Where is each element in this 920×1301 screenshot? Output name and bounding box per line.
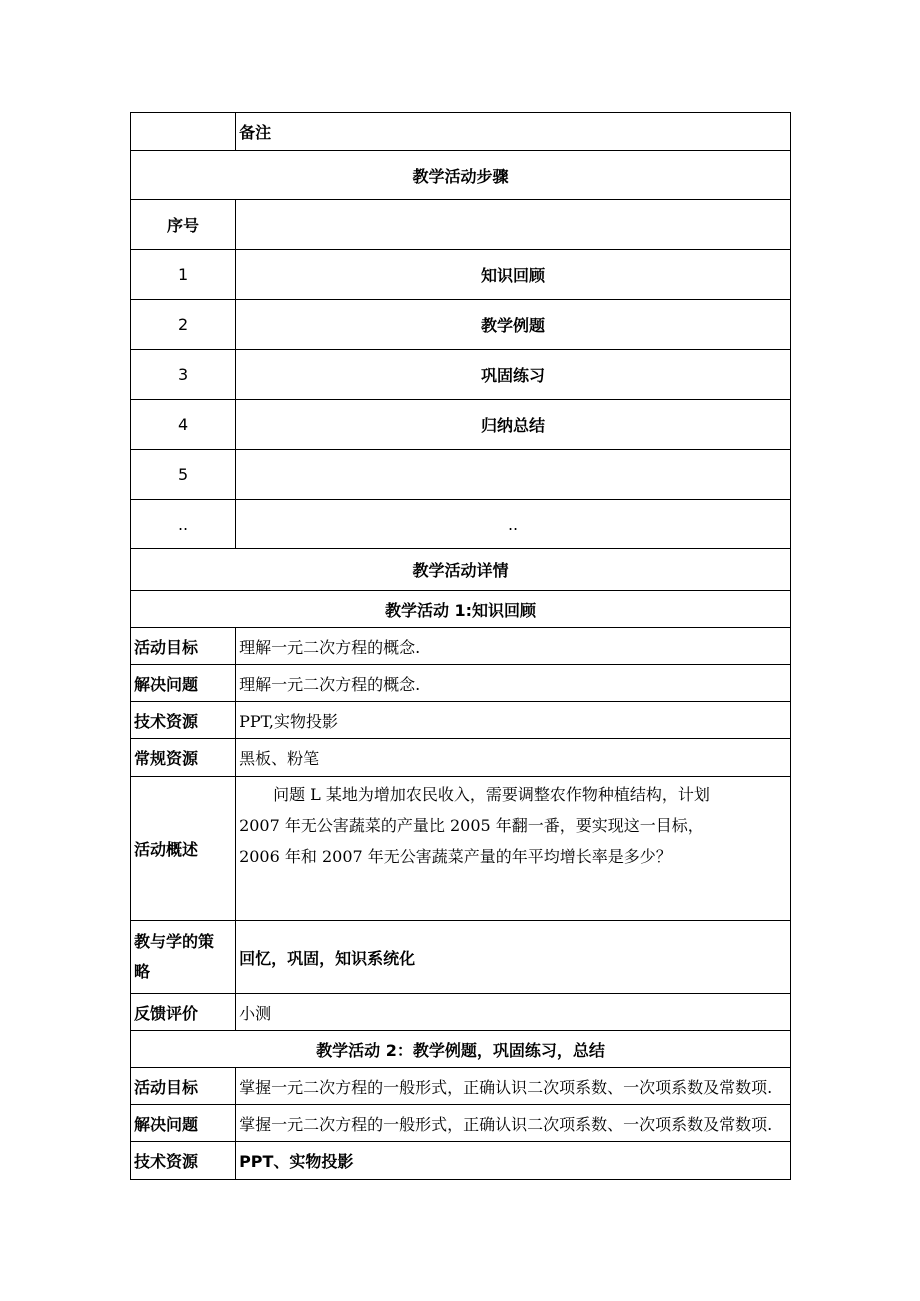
activity1-strategy-row (131, 921, 791, 994)
problem-value: 理解一元二次方程的概念. (236, 665, 791, 702)
step-number: 4 (131, 400, 236, 450)
lesson-plan-table (130, 112, 791, 1180)
step-row (131, 400, 791, 450)
step-name: 巩固练习 (236, 350, 791, 400)
step-row (131, 250, 791, 300)
regular-resource-label: 常规资源 (131, 739, 236, 777)
activity2-goal-row (131, 1068, 791, 1105)
activity1-goal-row (131, 628, 791, 665)
tech-value: PPT,实物投影 (236, 702, 791, 739)
activity2-tech-row (131, 1142, 791, 1180)
steps-header-empty-cell (236, 200, 791, 250)
activity2-title-row (131, 1031, 791, 1068)
activity1-problem-row (131, 665, 791, 702)
goal-label: 活动目标 (131, 628, 236, 665)
step-row (131, 350, 791, 400)
step-number: 5 (131, 450, 236, 500)
step-number: .. (131, 500, 236, 549)
step-name: 教学例题 (236, 300, 791, 350)
activity2-problem-row (131, 1105, 791, 1142)
step-name: .. (236, 500, 791, 549)
seq-column-header: 序号 (131, 200, 236, 250)
activity1-tech-row (131, 702, 791, 739)
tech-label: 技术资源 (131, 1142, 236, 1180)
activity1-regular-row (131, 739, 791, 777)
remark-empty-cell (131, 113, 236, 151)
feedback-value: 小测 (236, 994, 791, 1031)
steps-title-row (131, 151, 791, 200)
remark-label: 备注 (236, 113, 791, 151)
activity1-feedback-row (131, 994, 791, 1031)
regular-resource-value: 黑板、粉笔 (236, 739, 791, 777)
step-name: 归纳总结 (236, 400, 791, 450)
strategy-label-line: 教与学的策 (134, 932, 215, 951)
activity1-title-row (131, 591, 791, 628)
step-row (131, 450, 791, 500)
feedback-label: 反馈评价 (131, 994, 236, 1031)
remark-row (131, 113, 791, 151)
step-number: 2 (131, 300, 236, 350)
goal-label: 活动目标 (131, 1068, 236, 1105)
overview-paragraph (239, 777, 787, 872)
strategy-label (131, 921, 236, 994)
steps-title: 教学活动步骤 (131, 151, 791, 200)
details-title: 教学活动详情 (131, 549, 791, 591)
overview-label: 活动概述 (131, 777, 236, 921)
overview-line: 2006 年和 2007 年无公害蔬菜产量的年平均增长率是多少？ (239, 847, 672, 866)
overview-cell (236, 777, 791, 921)
goal-value: 理解一元二次方程的概念. (236, 628, 791, 665)
step-number: 1 (131, 250, 236, 300)
problem-label: 解决问题 (131, 665, 236, 702)
activity1-overview-row (131, 777, 791, 921)
tech-value: PPT、实物投影 (236, 1142, 791, 1180)
problem-value: 掌握一元二次方程的一般形式，正确认识二次项系数、一次项系数及常数项. (236, 1105, 791, 1142)
steps-header-row (131, 200, 791, 250)
activity1-title: 教学活动 1:知识回顾 (131, 591, 791, 628)
goal-value: 掌握一元二次方程的一般形式，正确认识二次项系数、一次项系数及常数项. (236, 1068, 791, 1105)
details-title-row (131, 549, 791, 591)
step-row (131, 300, 791, 350)
tech-label: 技术资源 (131, 702, 236, 739)
overview-line: 2007 年无公害蔬菜的产量比 2005 年翻一番，要实现这一目标， (239, 816, 704, 835)
step-row (131, 500, 791, 549)
step-number: 3 (131, 350, 236, 400)
strategy-label-line: 略 (134, 962, 151, 981)
strategy-value: 回忆，巩固，知识系统化 (236, 921, 791, 994)
step-name: 知识回顾 (236, 250, 791, 300)
overview-line: 问题 L 某地为增加农民收入，需要调整农作物种植结构，计划 (273, 785, 710, 804)
problem-label: 解决问题 (131, 1105, 236, 1142)
activity2-title: 教学活动 2：教学例题，巩固练习，总结 (131, 1031, 791, 1068)
step-name (236, 450, 791, 500)
